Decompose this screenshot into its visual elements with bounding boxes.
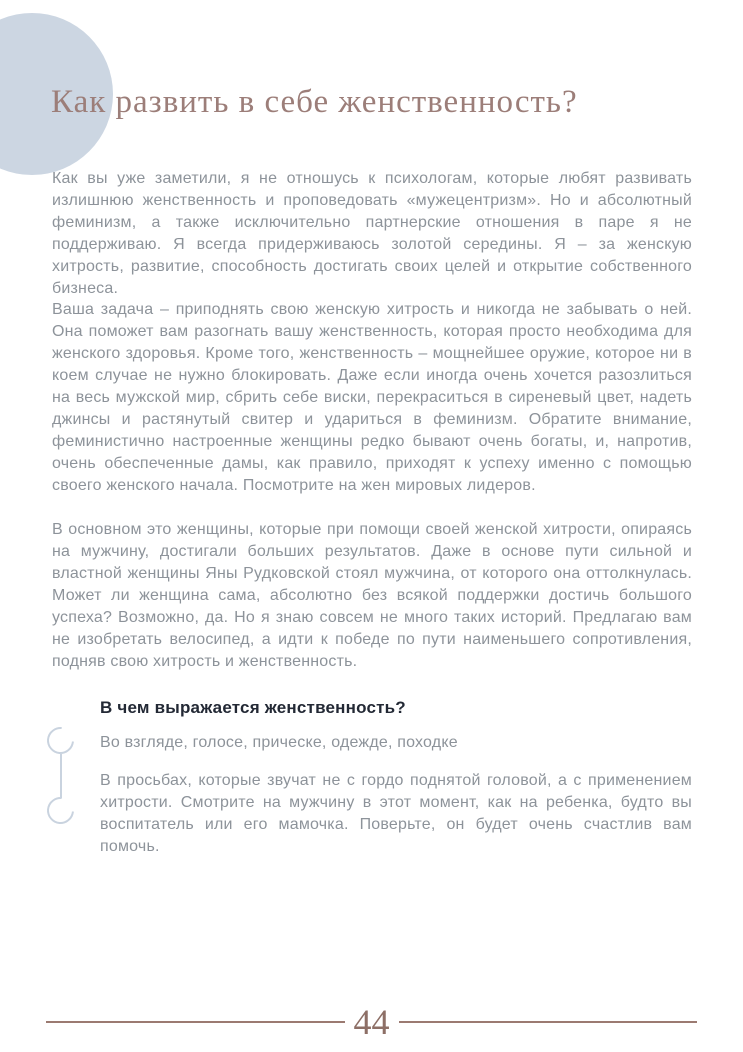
- footer-rule-left: [46, 1021, 345, 1023]
- paragraph-1: Как вы уже заметили, я не отношусь к психологам, которые любят развивать излишнюю женственность и проповедовать «мужецентризм». Но и абсолютный феминизм, а также исключительно партнерские отношения в паре я не поддерживаю. Я всегда придерживаюсь золотой середины. Я – за женскую хитрость, развитие, способность достигать своих целей и открытие собственного бизнеса.: [52, 170, 692, 297]
- footer-rule-right: [399, 1021, 698, 1023]
- paragraph-3: В основном это женщины, которые при помощи своей женской хитрости, опираясь на мужчину, достигали больших результатов. Даже в основе пути сильной и властной женщины Яны Рудковской стоял мужчина, от которого она оттолкнулась. Может ли женщина сама, абсолютно без всякой поддержки достичь большого успеха? Возможно, да. Но я знаю совсем не много таких историй. Предлагаю вам не изобретать велосипед, а идти к победе по пути наименьшего сопротивления, подняв свою хитрость и женственность.: [52, 521, 692, 670]
- list-item: В просьбах, которые звучат не с гордо поднятой головой, а с применением хитрости. Смотрите на мужчину в этот момент, как на ребенка, будто вы воспитатель или его мамочка. Поверьте, он будет очень счастлив вам помочь.: [100, 772, 692, 855]
- page-footer: [0, 1002, 743, 1042]
- list-item: Во взгляде, голосе, прическе, одежде, походке: [100, 734, 458, 751]
- subsection-heading: В чем выражается женственность?: [100, 698, 406, 717]
- paragraph-2: Ваша задача – приподнять свою женскую хитрость и никогда не забывать о ней. Она поможет вам разогнать вашу женственность, которая просто необходима для женского здоровья. Кроме того, женственность – мощнейшее оружие, которое ни в коем случае не нужно блокировать. Даже если иногда очень хочется разозлиться на весь мужской мир, сбрить себе виски, перекраситься в сиреневый цвет, надеть джинсы и растянутый свитер и удариться в феминизм. Обратите внимание, феминистично настроенные женщины редко бывают очень богаты, и, напротив, очень обеспеченные дамы, как правило, приходят к успеху именно с помощью своего женского начала. Посмотрите на жен мировых лидеров.: [52, 301, 692, 494]
- connector-line: [60, 754, 62, 798]
- page-number: 44: [353, 1002, 390, 1042]
- page-title: Как развить в себе женственность?: [51, 84, 578, 120]
- open-circle-icon: [41, 791, 79, 829]
